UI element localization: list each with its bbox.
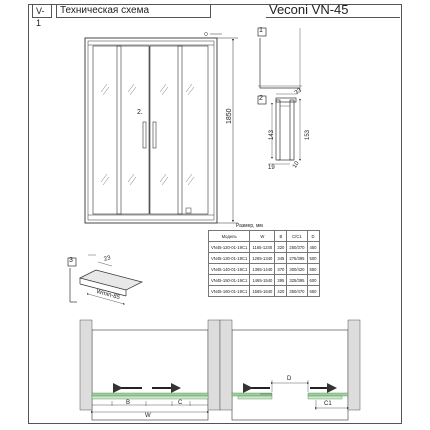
plan-dim-c: C xyxy=(178,400,183,406)
cell-model: VN45-150-01-19C1 xyxy=(209,275,250,286)
version-label: V-1 xyxy=(36,6,45,28)
wall-right-open xyxy=(348,320,360,410)
cell-d: 550 xyxy=(307,264,319,275)
panel-4 xyxy=(178,46,208,214)
cell-d: 450 xyxy=(307,242,319,253)
cell-w: 1565-1640 xyxy=(250,286,275,297)
table-row xyxy=(209,242,320,253)
spec-table-caption: Размер, мм xyxy=(236,223,263,229)
plan-dim-w: W xyxy=(145,413,151,419)
col-d: D xyxy=(307,231,319,242)
cell-w: 1365-1440 xyxy=(250,264,275,275)
cell-b: 320 xyxy=(275,242,287,253)
cell-b: 420 xyxy=(275,286,287,297)
spec-table xyxy=(208,230,320,297)
plan-closed xyxy=(80,320,220,420)
cell-model: VN45-120-01-19C1 xyxy=(209,242,250,253)
detail-1-label: 1 xyxy=(259,27,263,34)
cell-c: 350/470 xyxy=(287,286,307,297)
cell-b: 345 xyxy=(275,253,287,264)
table-header-row xyxy=(209,231,320,242)
detail-2-dim-10: 10 xyxy=(292,160,301,170)
product-name: Veconi VN-45 xyxy=(269,2,349,17)
plan-open xyxy=(220,320,360,420)
height-dimension-label: 1850 xyxy=(226,108,233,124)
cell-model: VN45-160-01-19C1 xyxy=(209,286,250,297)
col-w: W xyxy=(250,231,275,242)
wall-left-open xyxy=(220,320,232,410)
cell-d: 600 xyxy=(307,275,319,286)
outer-frame xyxy=(85,38,217,223)
col-b: B xyxy=(275,231,287,242)
panel-3 xyxy=(150,46,182,214)
cell-c: 250/370 xyxy=(287,242,307,253)
handle-left xyxy=(143,122,146,148)
height-dimension xyxy=(217,38,238,223)
front-elevation xyxy=(85,33,222,256)
cell-w: 1165-1240 xyxy=(250,242,275,253)
col-c: C/C1 xyxy=(287,231,307,242)
detail-2-profile xyxy=(258,94,300,164)
detail-2-dim-19: 19 xyxy=(268,165,275,171)
cell-w: 1465-1540 xyxy=(250,275,275,286)
detail-3-label: 3 xyxy=(69,257,73,264)
table-row xyxy=(209,264,320,275)
detail-2-dim-33: 33 xyxy=(293,87,303,97)
detail-2-dim-143: 143 xyxy=(269,129,275,140)
cell-c: 275/395 xyxy=(287,253,307,264)
cell-b: 395 xyxy=(275,275,287,286)
glass-marks xyxy=(101,84,194,185)
cell-d: 650 xyxy=(307,286,319,297)
detail-3-dim-23: 23 xyxy=(103,255,112,263)
plan-dim-c1: C1 xyxy=(324,401,332,407)
handle-right xyxy=(153,122,156,148)
cell-d: 500 xyxy=(307,253,319,264)
detail-1-profile xyxy=(258,28,302,90)
cell-w: 1265-1340 xyxy=(250,253,275,264)
cell-model: VN45-140-01-19C1 xyxy=(209,264,250,275)
detail-3-dim-wmin: Wmin-85 xyxy=(95,288,121,302)
table-row xyxy=(209,253,320,264)
glass-track-1 xyxy=(92,393,208,396)
table-row xyxy=(209,286,320,297)
panel-2 xyxy=(117,46,149,214)
table-row xyxy=(209,275,320,286)
plan-dim-b: B xyxy=(126,400,131,406)
cell-c: 325/395 xyxy=(287,275,307,286)
detail-2-label: 2 xyxy=(259,95,263,102)
plan-dim-d: D xyxy=(287,376,292,382)
col-model: Модель xyxy=(209,231,250,242)
wall-right xyxy=(208,320,220,410)
cell-c: 300/420 xyxy=(287,264,307,275)
sheet-title: Техническая схема xyxy=(60,5,150,16)
cell-model: VN45-130-01-19C1 xyxy=(209,253,250,264)
detail-2-dim-153: 153 xyxy=(305,129,311,140)
door-label: 2. xyxy=(137,109,143,116)
glass-track-2 xyxy=(92,396,208,399)
cell-b: 370 xyxy=(275,264,287,275)
wall-left xyxy=(80,320,92,410)
